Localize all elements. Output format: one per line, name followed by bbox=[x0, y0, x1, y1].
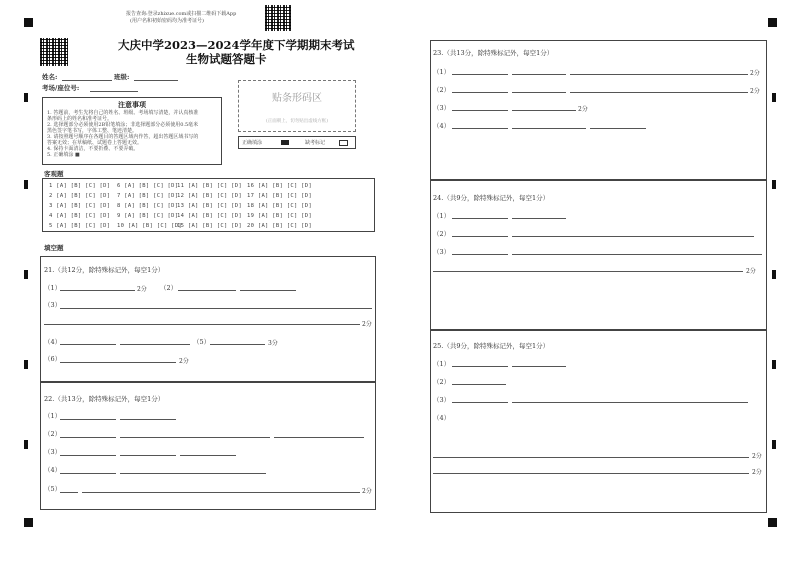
q25-score: 2分 bbox=[752, 469, 762, 476]
notice-line: 5. 正确填涂 ■ bbox=[47, 152, 80, 158]
objective-question-option-row[interactable]: 3 [A] [B] [C] [D] bbox=[49, 203, 111, 209]
q24-answer-line[interactable] bbox=[452, 236, 508, 237]
question-21-box bbox=[40, 256, 376, 382]
q25-part-2: （2） bbox=[433, 378, 451, 386]
q25-part-4: （4） bbox=[433, 414, 451, 422]
q24-part-3: （3） bbox=[433, 248, 451, 256]
objective-question-option-row[interactable]: 4 [A] [B] [C] [D] bbox=[49, 213, 111, 219]
q23-answer-line[interactable] bbox=[570, 92, 748, 93]
q23-part-2: （2） bbox=[433, 86, 451, 94]
q22-answer-line[interactable] bbox=[60, 492, 78, 493]
q25-score: 2分 bbox=[752, 453, 762, 460]
objective-question-option-row[interactable]: 7 [A] [B] [C] [D] bbox=[117, 193, 179, 199]
q25-part-3: （3） bbox=[433, 396, 451, 404]
q22-answer-line[interactable] bbox=[60, 455, 116, 456]
exam-seat-field[interactable] bbox=[90, 91, 138, 92]
q21-part-5: （5） bbox=[193, 338, 211, 346]
q23-score: 2分 bbox=[750, 88, 760, 95]
q22-part-2: （2） bbox=[44, 430, 62, 438]
q21-score: 3分 bbox=[268, 340, 278, 347]
notice-line: 1. 答题前，考生先将自己的姓名、班级、考场填写清楚，并认真核准 bbox=[47, 110, 199, 116]
q22-part-4: （4） bbox=[44, 466, 62, 474]
q22-part-5: （5） bbox=[44, 485, 62, 493]
q22-answer-line[interactable] bbox=[60, 419, 116, 420]
q23-score: 2分 bbox=[750, 70, 760, 77]
q21-answer-line[interactable] bbox=[210, 344, 265, 345]
objective-question-option-row[interactable]: 18 [A] [B] [C] [D] bbox=[247, 203, 313, 209]
q22-answer-line[interactable] bbox=[120, 437, 270, 438]
objective-question-option-row[interactable]: 19 [A] [B] [C] [D] bbox=[247, 213, 313, 219]
q21-score: 2分 bbox=[137, 286, 147, 293]
qr-code bbox=[40, 38, 68, 66]
page-subtitle: 生物试题答题卡 bbox=[186, 52, 267, 66]
q25-answer-line[interactable] bbox=[452, 366, 508, 367]
q21-part-3: （3） bbox=[44, 301, 62, 309]
notice-line: 答案无效；在草稿纸、试题卷上答题无效。 bbox=[47, 140, 143, 146]
q23-part-1: （1） bbox=[433, 68, 451, 76]
q24-answer-line[interactable] bbox=[433, 271, 743, 272]
notice-box bbox=[42, 97, 222, 165]
q24-score: 2分 bbox=[746, 268, 756, 275]
objective-question-option-row[interactable]: 17 [A] [B] [C] [D] bbox=[247, 193, 313, 199]
q23-answer-line[interactable] bbox=[452, 110, 508, 111]
q22-part-3: （3） bbox=[44, 448, 62, 456]
fill-section-label: 填空题 bbox=[44, 244, 64, 252]
timing-mark bbox=[24, 440, 28, 449]
q24-answer-line[interactable] bbox=[512, 236, 754, 237]
question-24-title: 24.（共9分，除特殊标记外，每空1分） bbox=[433, 194, 550, 202]
timing-mark bbox=[772, 180, 776, 189]
notice-line: 3. 请按照题号顺序在各题目的答题区域内作答，超出答题区域书写的 bbox=[47, 134, 199, 140]
objective-question-option-row[interactable]: 5 [A] [B] [C] [D] bbox=[49, 223, 111, 229]
filled-sample-icon bbox=[281, 140, 289, 145]
registration-mark bbox=[768, 518, 777, 527]
objective-question-option-row[interactable]: 16 [A] [B] [C] [D] bbox=[247, 183, 313, 189]
timing-mark bbox=[772, 270, 776, 279]
q21-answer-line[interactable] bbox=[60, 308, 372, 309]
q22-part-1: （1） bbox=[44, 412, 62, 420]
q25-answer-line[interactable] bbox=[512, 402, 748, 403]
notice-line: 条形码上的姓名和准考证号。 bbox=[47, 116, 113, 122]
q21-part-4: （4） bbox=[44, 338, 62, 346]
notice-line: 2. 选择题部分必须使用2B铅笔填涂；非选择题部分必须使用0.5毫米 bbox=[47, 122, 199, 128]
q23-answer-line[interactable] bbox=[512, 92, 566, 93]
question-25-box bbox=[430, 330, 767, 513]
q21-part-6: （6） bbox=[44, 355, 62, 363]
q23-answer-line[interactable] bbox=[590, 128, 646, 129]
name-field[interactable] bbox=[62, 80, 112, 81]
q21-answer-line[interactable] bbox=[44, 324, 360, 325]
q22-answer-line[interactable] bbox=[120, 473, 266, 474]
q23-answer-line[interactable] bbox=[452, 74, 508, 75]
q25-answer-line[interactable] bbox=[452, 384, 506, 385]
q23-score: 2分 bbox=[578, 106, 588, 113]
q25-answer-line[interactable] bbox=[452, 402, 508, 403]
timing-mark bbox=[24, 360, 28, 369]
q23-answer-line[interactable] bbox=[512, 128, 586, 129]
normal-label: 正确填涂 bbox=[242, 140, 263, 146]
registration-mark bbox=[768, 18, 777, 27]
q21-answer-line[interactable] bbox=[120, 344, 190, 345]
q21-answer-line[interactable] bbox=[60, 290, 135, 291]
q23-part-3: （3） bbox=[433, 104, 451, 112]
q23-answer-line[interactable] bbox=[570, 74, 748, 75]
objective-question-option-row[interactable]: 9 [A] [B] [C] [D] bbox=[117, 213, 179, 219]
name-label: 姓名: bbox=[42, 73, 58, 81]
registration-mark bbox=[24, 518, 33, 527]
class-field[interactable] bbox=[134, 80, 178, 81]
q23-part-4: （4） bbox=[433, 122, 451, 130]
objective-question-option-row[interactable]: 6 [A] [B] [C] [D] bbox=[117, 183, 179, 189]
q25-answer-line[interactable] bbox=[433, 457, 749, 458]
q21-score: 2分 bbox=[179, 358, 189, 365]
q24-answer-line[interactable] bbox=[512, 254, 762, 255]
q22-answer-line[interactable] bbox=[60, 437, 116, 438]
q24-answer-line[interactable] bbox=[452, 218, 508, 219]
q21-part-1: （1） bbox=[44, 284, 62, 292]
q24-answer-line[interactable] bbox=[512, 218, 566, 219]
objective-section-label: 客观题 bbox=[44, 170, 64, 178]
q21-part-2: （2） bbox=[160, 284, 178, 292]
q24-part-1: （1） bbox=[433, 212, 451, 220]
question-22-title: 22.（共13分，除特殊标记外，每空1分） bbox=[44, 395, 165, 403]
q22-answer-line[interactable] bbox=[180, 455, 236, 456]
q21-answer-line[interactable] bbox=[60, 344, 116, 345]
q22-answer-line[interactable] bbox=[60, 473, 116, 474]
question-23-title: 23.（共13分，除特殊标记外，每空1分） bbox=[433, 49, 554, 57]
objective-question-option-row[interactable]: 10 [A] [B] [C] [D] bbox=[117, 223, 183, 229]
qr-code bbox=[265, 5, 291, 31]
fill-sample-box bbox=[238, 136, 356, 149]
objective-question-option-row[interactable]: 1 [A] [B] [C] [D] bbox=[49, 183, 111, 189]
timing-mark bbox=[24, 93, 28, 102]
q23-answer-line[interactable] bbox=[452, 92, 508, 93]
question-25-title: 25.（共9分，除特殊标记外，每空1分） bbox=[433, 342, 550, 350]
objective-question-option-row[interactable]: 12 [A] [B] [C] [D] bbox=[177, 193, 243, 199]
q22-score: 2分 bbox=[362, 488, 372, 495]
timing-mark bbox=[772, 93, 776, 102]
objective-question-option-row[interactable]: 2 [A] [B] [C] [D] bbox=[49, 193, 111, 199]
q21-answer-line[interactable] bbox=[240, 290, 296, 291]
q21-score: 2分 bbox=[362, 321, 372, 328]
objective-question-option-row[interactable]: 8 [A] [B] [C] [D] bbox=[117, 203, 179, 209]
q25-answer-line[interactable] bbox=[512, 366, 566, 367]
q25-part-1: （1） bbox=[433, 360, 451, 368]
q25-answer-line[interactable] bbox=[433, 473, 749, 474]
q22-answer-line[interactable] bbox=[82, 492, 360, 493]
objective-question-option-row[interactable]: 15 [A] [B] [C] [D] bbox=[177, 223, 243, 229]
absent-label: 缺考标记 bbox=[305, 140, 326, 146]
class-label: 班级: bbox=[114, 73, 130, 81]
q22-answer-line[interactable] bbox=[120, 419, 176, 420]
top-note: 报告查询:登录zhixue.com或扫描二维码下载App bbox=[126, 11, 237, 17]
notice-line: 4. 保持卡面清洁，不要折叠、不要弄破。 bbox=[47, 146, 139, 152]
barcode-hint: (正面朝上，切勿贴出虚线方框) bbox=[265, 119, 328, 124]
notice-line: 黑色签字笔书写，字体工整、笔迹清楚。 bbox=[47, 128, 138, 134]
q22-answer-line[interactable] bbox=[120, 455, 176, 456]
top-note: (用户名和初始密码均为准考证号) bbox=[130, 18, 204, 24]
notice-title: 注意事项 bbox=[118, 100, 146, 109]
question-24-box bbox=[430, 180, 767, 330]
barcode-area bbox=[238, 80, 356, 132]
q23-answer-line[interactable] bbox=[512, 110, 576, 111]
q22-answer-line[interactable] bbox=[274, 437, 364, 438]
page-title: 大庆中学2023—2024学年度下学期期末考试 bbox=[118, 38, 355, 52]
objective-question-option-row[interactable]: 13 [A] [B] [C] [D] bbox=[177, 203, 243, 209]
registration-mark bbox=[24, 18, 33, 27]
q24-answer-line[interactable] bbox=[452, 254, 508, 255]
absent-checkbox[interactable] bbox=[339, 140, 348, 146]
q21-answer-line[interactable] bbox=[60, 362, 176, 363]
timing-mark bbox=[772, 440, 776, 449]
q24-part-2: （2） bbox=[433, 230, 451, 238]
barcode-label: 贴条形码区 bbox=[272, 93, 322, 104]
q23-answer-line[interactable] bbox=[512, 74, 566, 75]
timing-mark bbox=[24, 180, 28, 189]
timing-mark bbox=[772, 360, 776, 369]
question-21-title: 21.（共12分，除特殊标记外，每空1分） bbox=[44, 266, 165, 274]
timing-mark bbox=[24, 270, 28, 279]
exam-seat-label: 考场/座位号: bbox=[42, 84, 80, 92]
objective-question-option-row[interactable]: 11 [A] [B] [C] [D] bbox=[177, 183, 243, 189]
q23-answer-line[interactable] bbox=[452, 128, 508, 129]
objective-question-option-row[interactable]: 14 [A] [B] [C] [D] bbox=[177, 213, 243, 219]
q21-answer-line[interactable] bbox=[178, 290, 236, 291]
objective-question-option-row[interactable]: 20 [A] [B] [C] [D] bbox=[247, 223, 313, 229]
